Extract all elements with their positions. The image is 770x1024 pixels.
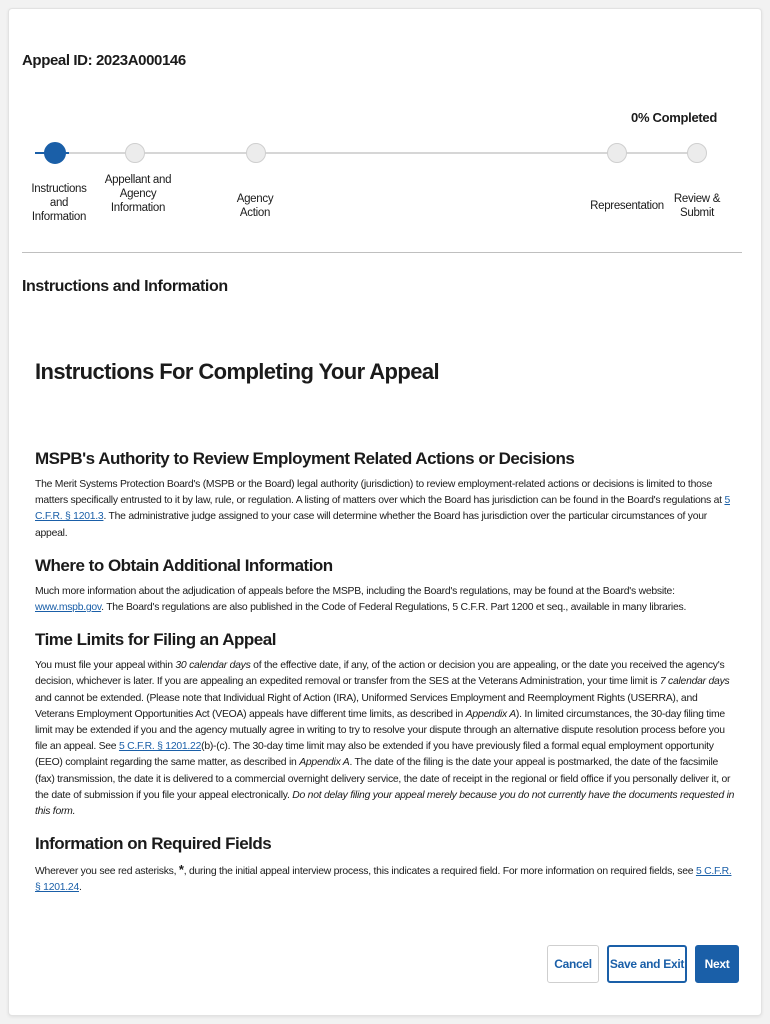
step-dot-appellant-agency[interactable] — [125, 143, 145, 163]
time-limits-text: (b)-(c). The 30-day time limit may also be extended if you have previously filed a formal equal employment opportunity (EEO) complaint regarding the same matter, as described in — [35, 741, 714, 769]
appeal-form-card — [8, 8, 762, 1016]
divider — [22, 252, 742, 253]
time-limits-heading: Time Limits for Filing an Appeal — [35, 630, 276, 650]
step-dot-instructions[interactable] — [44, 142, 66, 164]
progress-percentage: 0% Completed — [631, 110, 717, 125]
save-and-exit-button[interactable]: Save and Exit — [607, 945, 687, 983]
emphasis-do-not-delay: Do not delay filing your appeal merely because you do not currently have the documents requested in this form. — [35, 789, 735, 818]
additional-info-text-end: . The Board's regulations are also published in the Code of Federal Regulations, 5 C.F.R. Part 1200 et seq., available in many libraries. — [101, 602, 687, 614]
time-limits-paragraph — [35, 658, 735, 820]
step-label-agency-action[interactable]: Agency Action — [236, 193, 274, 219]
emphasis-30-days: 30 calendar days — [175, 660, 251, 672]
required-fields-text: Wherever you see red asterisks, — [35, 866, 179, 878]
step-dot-review-submit[interactable] — [687, 143, 707, 163]
required-fields-heading: Information on Required Fields — [35, 834, 272, 854]
required-fields-text-end: . — [78, 882, 82, 894]
time-limits-text: You must file your appeal within — [35, 660, 176, 672]
emphasis-7-days: 7 calendar days — [659, 676, 730, 688]
additional-info-paragraph — [35, 584, 735, 616]
form-actions — [547, 945, 739, 983]
required-fields-text: , during the initial appeal interview process, this indicates a required field. For more information on required fields, see — [183, 866, 696, 878]
page-title: Instructions For Completing Your Appeal — [35, 359, 439, 384]
emphasis-appendix-a: Appendix A — [465, 708, 516, 720]
step-label-instructions[interactable]: Instructions and Information — [31, 183, 87, 223]
step-label-appellant-agency[interactable]: Appellant and Agency Information — [104, 174, 172, 214]
progress-track — [55, 152, 697, 154]
cfr-1201-24-link[interactable]: 5 C.F.R. § 1201.24 — [35, 866, 732, 894]
time-limits-text: and cannot be extended. (Please note that Individual Right of Action (IRA), Uniformed Services Employment and Reemployment Rights (USERRA), and Veterans Employment Opportunities Act (VEOA) appeals have different time limits, as described in — [35, 692, 698, 720]
authority-heading: MSPB's Authority to Review Employment Related Actions or Decisions — [35, 449, 575, 468]
step-label-review-submit[interactable]: Review & Submit — [673, 193, 721, 219]
authority-text-end: . The administrative judge assigned to your case will determine whether the Board has jurisdiction over the particular circumstances of your appeal. — [35, 511, 708, 539]
required-fields-paragraph — [35, 862, 735, 896]
authority-paragraph — [35, 477, 735, 542]
time-limits-text: . The date of the filing is the date your appeal is postmarked, the date of the facsimile (fax) transmission, the date it is delivered to a commercial overnight delivery service, the date of receipt in the regional or field office if you personally deliver it, or the date of submission if you file your appeal electronically. — [35, 757, 731, 801]
step-label-representation[interactable]: Representation — [590, 200, 664, 212]
step-dot-representation[interactable] — [607, 143, 627, 163]
additional-info-text: Much more information about the adjudication of appeals before the MSPB, including the Board's regulations, may be found at the Board's website: — [35, 585, 675, 597]
appeal-id: Appeal ID: 2023A000146 — [22, 52, 186, 69]
next-button[interactable]: Next — [695, 945, 739, 983]
authority-text: The Merit Systems Protection Board's (MSPB or the Board) legal authority (jurisdiction) to review employment-related actions or decisions is limited to those matters specifically entrusted to it by law, rule, or regulation. A listing of matters over which the Board has jurisdiction can be found in the Board's regulations at — [35, 479, 725, 507]
cfr-1201-22-link[interactable]: 5 C.F.R. § 1201.22 — [118, 741, 202, 753]
cancel-button[interactable]: Cancel — [547, 945, 599, 983]
asterisk-icon: * — [178, 862, 184, 878]
emphasis-appendix-a: Appendix A — [299, 757, 350, 769]
instructions-content — [35, 359, 735, 903]
cfr-1201-3-link[interactable]: 5 C.F.R. § 1201.3 — [35, 495, 730, 523]
mspb-website-link[interactable]: www.mspb.gov — [35, 602, 102, 614]
time-limits-text: of the effective date, if any, of the action or decision you are appealing, or the date you received the agency's decision, whichever is later. If you are appealing an expedited removal or transfer from the SES at the Veterans Administration, your time limit is — [35, 660, 725, 688]
additional-info-heading: Where to Obtain Additional Information — [35, 555, 333, 575]
step-dot-agency-action[interactable] — [246, 143, 266, 163]
time-limits-text: ). In limited circumstances, the 30-day filing time limit may be extended if you and the agency mutually agree in writing to try to resolve your dispute through an alternative dispute resolution process before you file an appeal. See — [35, 708, 725, 753]
section-title: Instructions and Information — [22, 278, 228, 295]
